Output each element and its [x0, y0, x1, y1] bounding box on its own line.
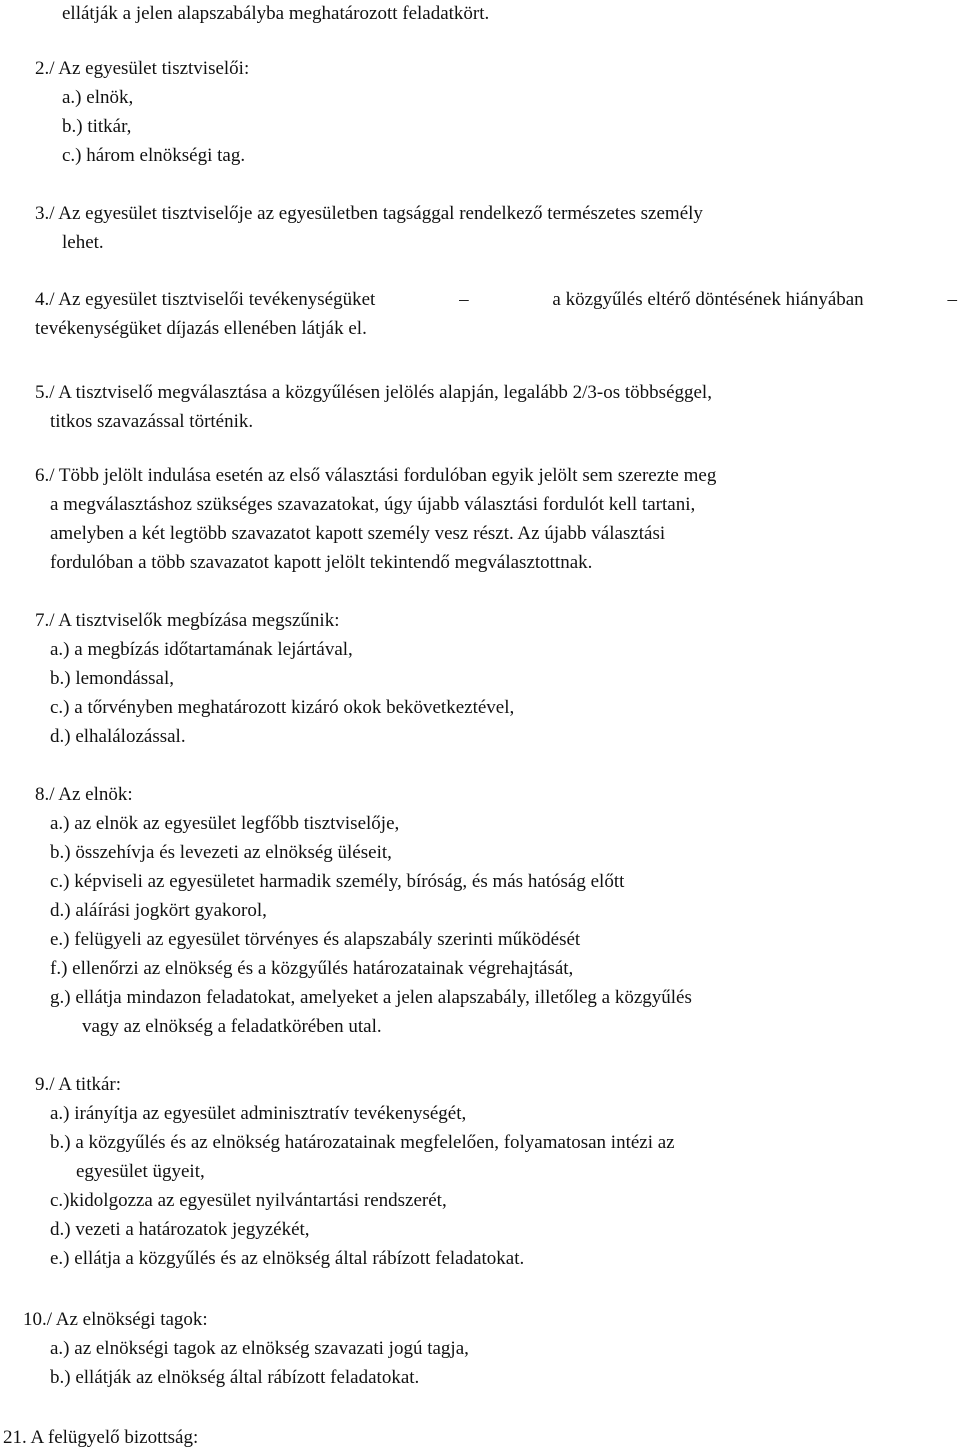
- text-line: tevékenységüket díjazás ellenében látják el.: [35, 318, 367, 339]
- list-item: c.) a tőrvényben meghatározott kizáró okok bekövetkeztével,: [50, 697, 515, 718]
- list-item: b.) a közgyűlés és az elnökség határozatainak megfelelően, folyamatosan intézi az: [50, 1132, 675, 1153]
- list-item: d.) elhalálozással.: [50, 726, 186, 747]
- text-line: titkos szavazással történik.: [50, 411, 254, 432]
- text-line: vagy az elnökség a feladatkörében utal.: [82, 1016, 382, 1037]
- text-segment: 4./ Az egyesület tisztviselői tevékenységüket: [35, 289, 376, 310]
- section-heading: 10./ Az elnökségi tagok:: [23, 1309, 208, 1330]
- section-paragraph: [35, 288, 957, 312]
- list-item: e.) felügyeli az egyesület törvényes és alapszabály szerinti működését: [50, 929, 581, 950]
- text-line: ellátják a jelen alapszabályba meghatározott feladatkört.: [62, 3, 490, 24]
- section-heading: 9./ A titkár:: [35, 1074, 122, 1095]
- list-item: a.) a megbízás időtartamának lejártával,: [50, 639, 353, 660]
- text-line: a megválasztáshoz szükséges szavazatokat, úgy újabb választási fordulót kell tartani,: [50, 494, 696, 515]
- list-item: f.) ellenőrzi az elnökség és a közgyűlés határozatainak végrehajtását,: [50, 958, 574, 979]
- text-line: fordulóban a több szavazatot kapott jelölt tekintendő megválasztottnak.: [50, 552, 593, 573]
- list-item: c.) három elnökségi tag.: [62, 145, 246, 166]
- section-paragraph: 6./ Több jelölt indulása esetén az első választási fordulóban egyik jelölt sem szerezte meg: [35, 465, 717, 486]
- section-heading: 8./ Az elnök:: [35, 784, 133, 805]
- text-line: amelyben a két legtöbb szavazatot kapott személy vesz részt. Az újabb választási: [50, 523, 666, 544]
- list-item: c.)kidolgozza az egyesület nyilvántartási rendszerét,: [50, 1190, 447, 1211]
- list-item: b.) ellátják az elnökség által rábízott feladatokat.: [50, 1367, 420, 1388]
- section-heading: 2./ Az egyesület tisztviselői:: [35, 58, 250, 79]
- list-item: a.) elnök,: [62, 87, 134, 108]
- list-item: b.) titkár,: [62, 116, 132, 137]
- list-item: g.) ellátja mindazon feladatokat, amelyeket a jelen alapszabály, illetőleg a közgyűlés: [50, 987, 692, 1008]
- list-item: b.) összehívja és levezeti az elnökség üléseit,: [50, 842, 392, 863]
- section-heading: 21. A felügyelő bizottság:: [3, 1427, 199, 1448]
- list-item: b.) lemondással,: [50, 668, 175, 689]
- list-item: d.) aláírási jogkört gyakorol,: [50, 900, 267, 921]
- dash: –: [459, 289, 469, 310]
- list-item: c.) képviseli az egyesületet harmadik személy, bíróság, és más hatóság előtt: [50, 871, 625, 892]
- list-item: d.) vezeti a határozatok jegyzékét,: [50, 1219, 310, 1240]
- list-item: a.) az elnökségi tagok az elnökség szavazati jogú tagja,: [50, 1338, 469, 1359]
- text-line: egyesület ügyeit,: [76, 1161, 205, 1182]
- section-paragraph: 3./ Az egyesület tisztviselője az egyesületben tagsággal rendelkező természetes személy: [35, 203, 703, 224]
- section-heading: 7./ A tisztviselők megbízása megszűnik:: [35, 610, 340, 631]
- list-item: e.) ellátja a közgyűlés és az elnökség által rábízott feladatokat.: [50, 1248, 525, 1269]
- text-segment: a közgyűlés eltérő döntésének hiányában: [552, 289, 864, 310]
- section-paragraph: 5./ A tisztviselő megválasztása a közgyűlésen jelölés alapján, legalább 2/3-os többséggel,: [35, 382, 712, 403]
- list-item: a.) irányítja az egyesület adminisztratív tevékenységét,: [50, 1103, 467, 1124]
- text-line: lehet.: [62, 232, 104, 253]
- list-item: a.) az elnök az egyesület legfőbb tisztviselője,: [50, 813, 400, 834]
- dash: –: [947, 289, 957, 310]
